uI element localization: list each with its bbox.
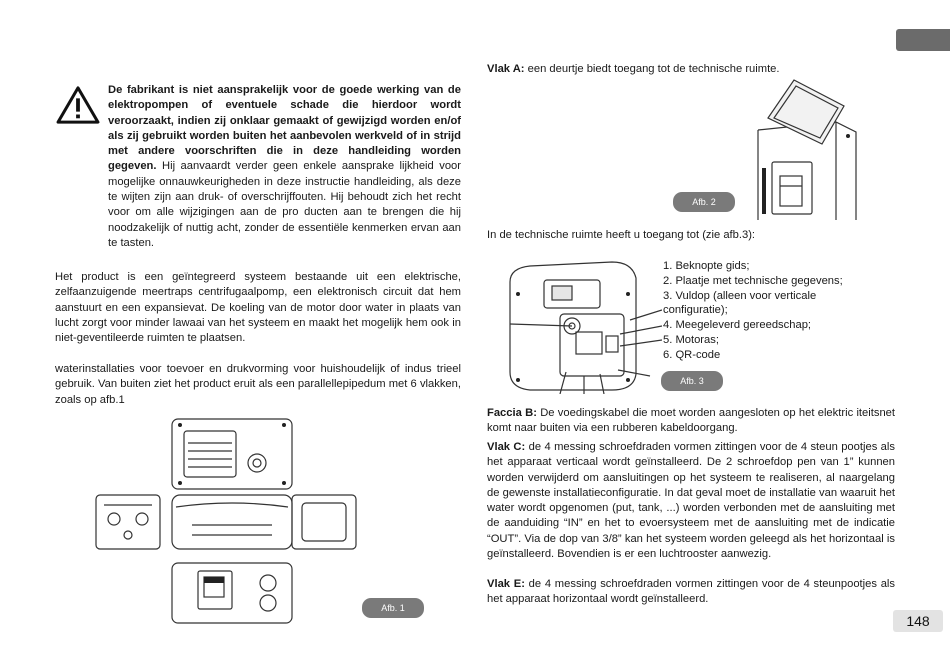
facia-b-text: De voedingskabel die moet worden aangesloten op het elektric iteitsnet komt naar buiten via een rubberen kabeldoorgang. [487, 407, 895, 435]
figure-2-caption: Afb. 2 [673, 192, 735, 212]
vlak-e-paragraph [487, 577, 895, 608]
vlak-c-paragraph [487, 440, 895, 562]
vlak-e-text: de 4 messing schroefdraden vormen zittingen voor de 4 steunpootjes als het apparaat horizontaal wordt geïnstalleerd. [487, 578, 895, 606]
warning-icon [55, 86, 101, 124]
list-item: 4. Meegeleverd gereedschap; [663, 319, 812, 332]
warning-bold: De fabrikant is niet aansprakelijk voor de goede werking van de elektropompen of eventuele schade die hierdoor wordt veroorzaakt, indien zij onklaar gemaakt of gewijzigd worden en/of als zij gebruikt worden buiten het aanbevolen werkveld of in strijd met andere voorschriften die in deze handleiding worden gegeven. [108, 84, 461, 173]
vlak-c-text: de 4 messing schroefdraden vormen zittingen voor de 4 steun pootjes als het apparaat verticaal wordt geïnstalleerd. De 2 schroefdop pen van 1” kunnen worden verwijderd om aansluitingen op het systeem te realiseren, al naargelang de gewenste installatieconfiguratie. In dat geval moet de installatie van waaruit het water wordt opgenomen (put, tank, ...) worden verbonden met de aansluiting met de aanduiding “IN” en het to evoersysteem met de aansluiting met de indicatie “OUT”. Via de dop van 3/8” kan het systeem worden geleegd als het horizontaal is geïnstalleerd. Bovendien is er een luchtrooster aanwezig. [487, 441, 895, 561]
figure-2-drawing [738, 78, 876, 220]
list-item: 3. Vuldop (alleen voor verticale [663, 289, 817, 302]
warning-normal: Hij aanvaardt verder geen enkele aansprake lijkheid voor mogelijke onnauwkeurigheden in deze instructie handleiding, als deze te wijten zijn aan druk- of overschrijffouten. Hij behoudt zich het recht voor om alle wijzigingen aan de pro ducten aan te brengen die hij noodzakelijk of nuttig acht, zonder de essentiële kenmerken ervan aan te tasten. [108, 160, 462, 249]
figure-1-drawing [92, 415, 362, 627]
facia-b-label: Faccia B: [487, 407, 537, 419]
tech-intro: In de technische ruimte heeft u toegang tot (zie afb.3): [487, 229, 756, 241]
tech-items-list [663, 259, 895, 363]
list-item: 2. Plaatje met technische gegevens; [663, 274, 843, 287]
list-item: 6. QR-code [663, 348, 721, 361]
warning-text [108, 83, 461, 251]
list-item: configuratie); [663, 304, 728, 317]
list-item: 5. Motoras; [663, 333, 719, 346]
usage-paragraph: waterinstallaties voor toevoer en drukvorming voor huishoudelijk of indus trieel gebruik. Van buiten ziet het product eruit als een parallellepipedum met 6 vlakken, zoals op afb.1 [55, 363, 461, 406]
vlak-e-label: Vlak E: [487, 578, 525, 590]
page-number: 148 [893, 610, 943, 632]
language-tab [896, 29, 950, 51]
figure-1-caption: Afb. 1 [362, 598, 424, 618]
vlak-a-paragraph [487, 62, 895, 77]
vlak-a-text: een deurtje biedt toegang tot de technische ruimte. [524, 63, 780, 75]
figure-3-drawing [500, 254, 662, 394]
vlak-c-label: Vlak C: [487, 441, 526, 453]
vlak-a-label: Vlak A: [487, 63, 525, 75]
intro-paragraph: Het product is een geïntegreerd systeem bestaande uit een elektrische, zelfaanzuigende meertraps centrifugaalpomp, een elektronisch circuit dat hem aanstuurt en een expansievat. De koeling van de motor door water in plaats van lucht zorgt voor minder lawaai van het systeem en maakt het mogelijk hem ook in niet-geventileerde ruimten te plaatsen. [55, 271, 461, 345]
facia-b-paragraph [487, 406, 895, 437]
list-item: 1. Beknopte gids; [663, 260, 750, 272]
figure-3-caption: Afb. 3 [661, 371, 723, 391]
